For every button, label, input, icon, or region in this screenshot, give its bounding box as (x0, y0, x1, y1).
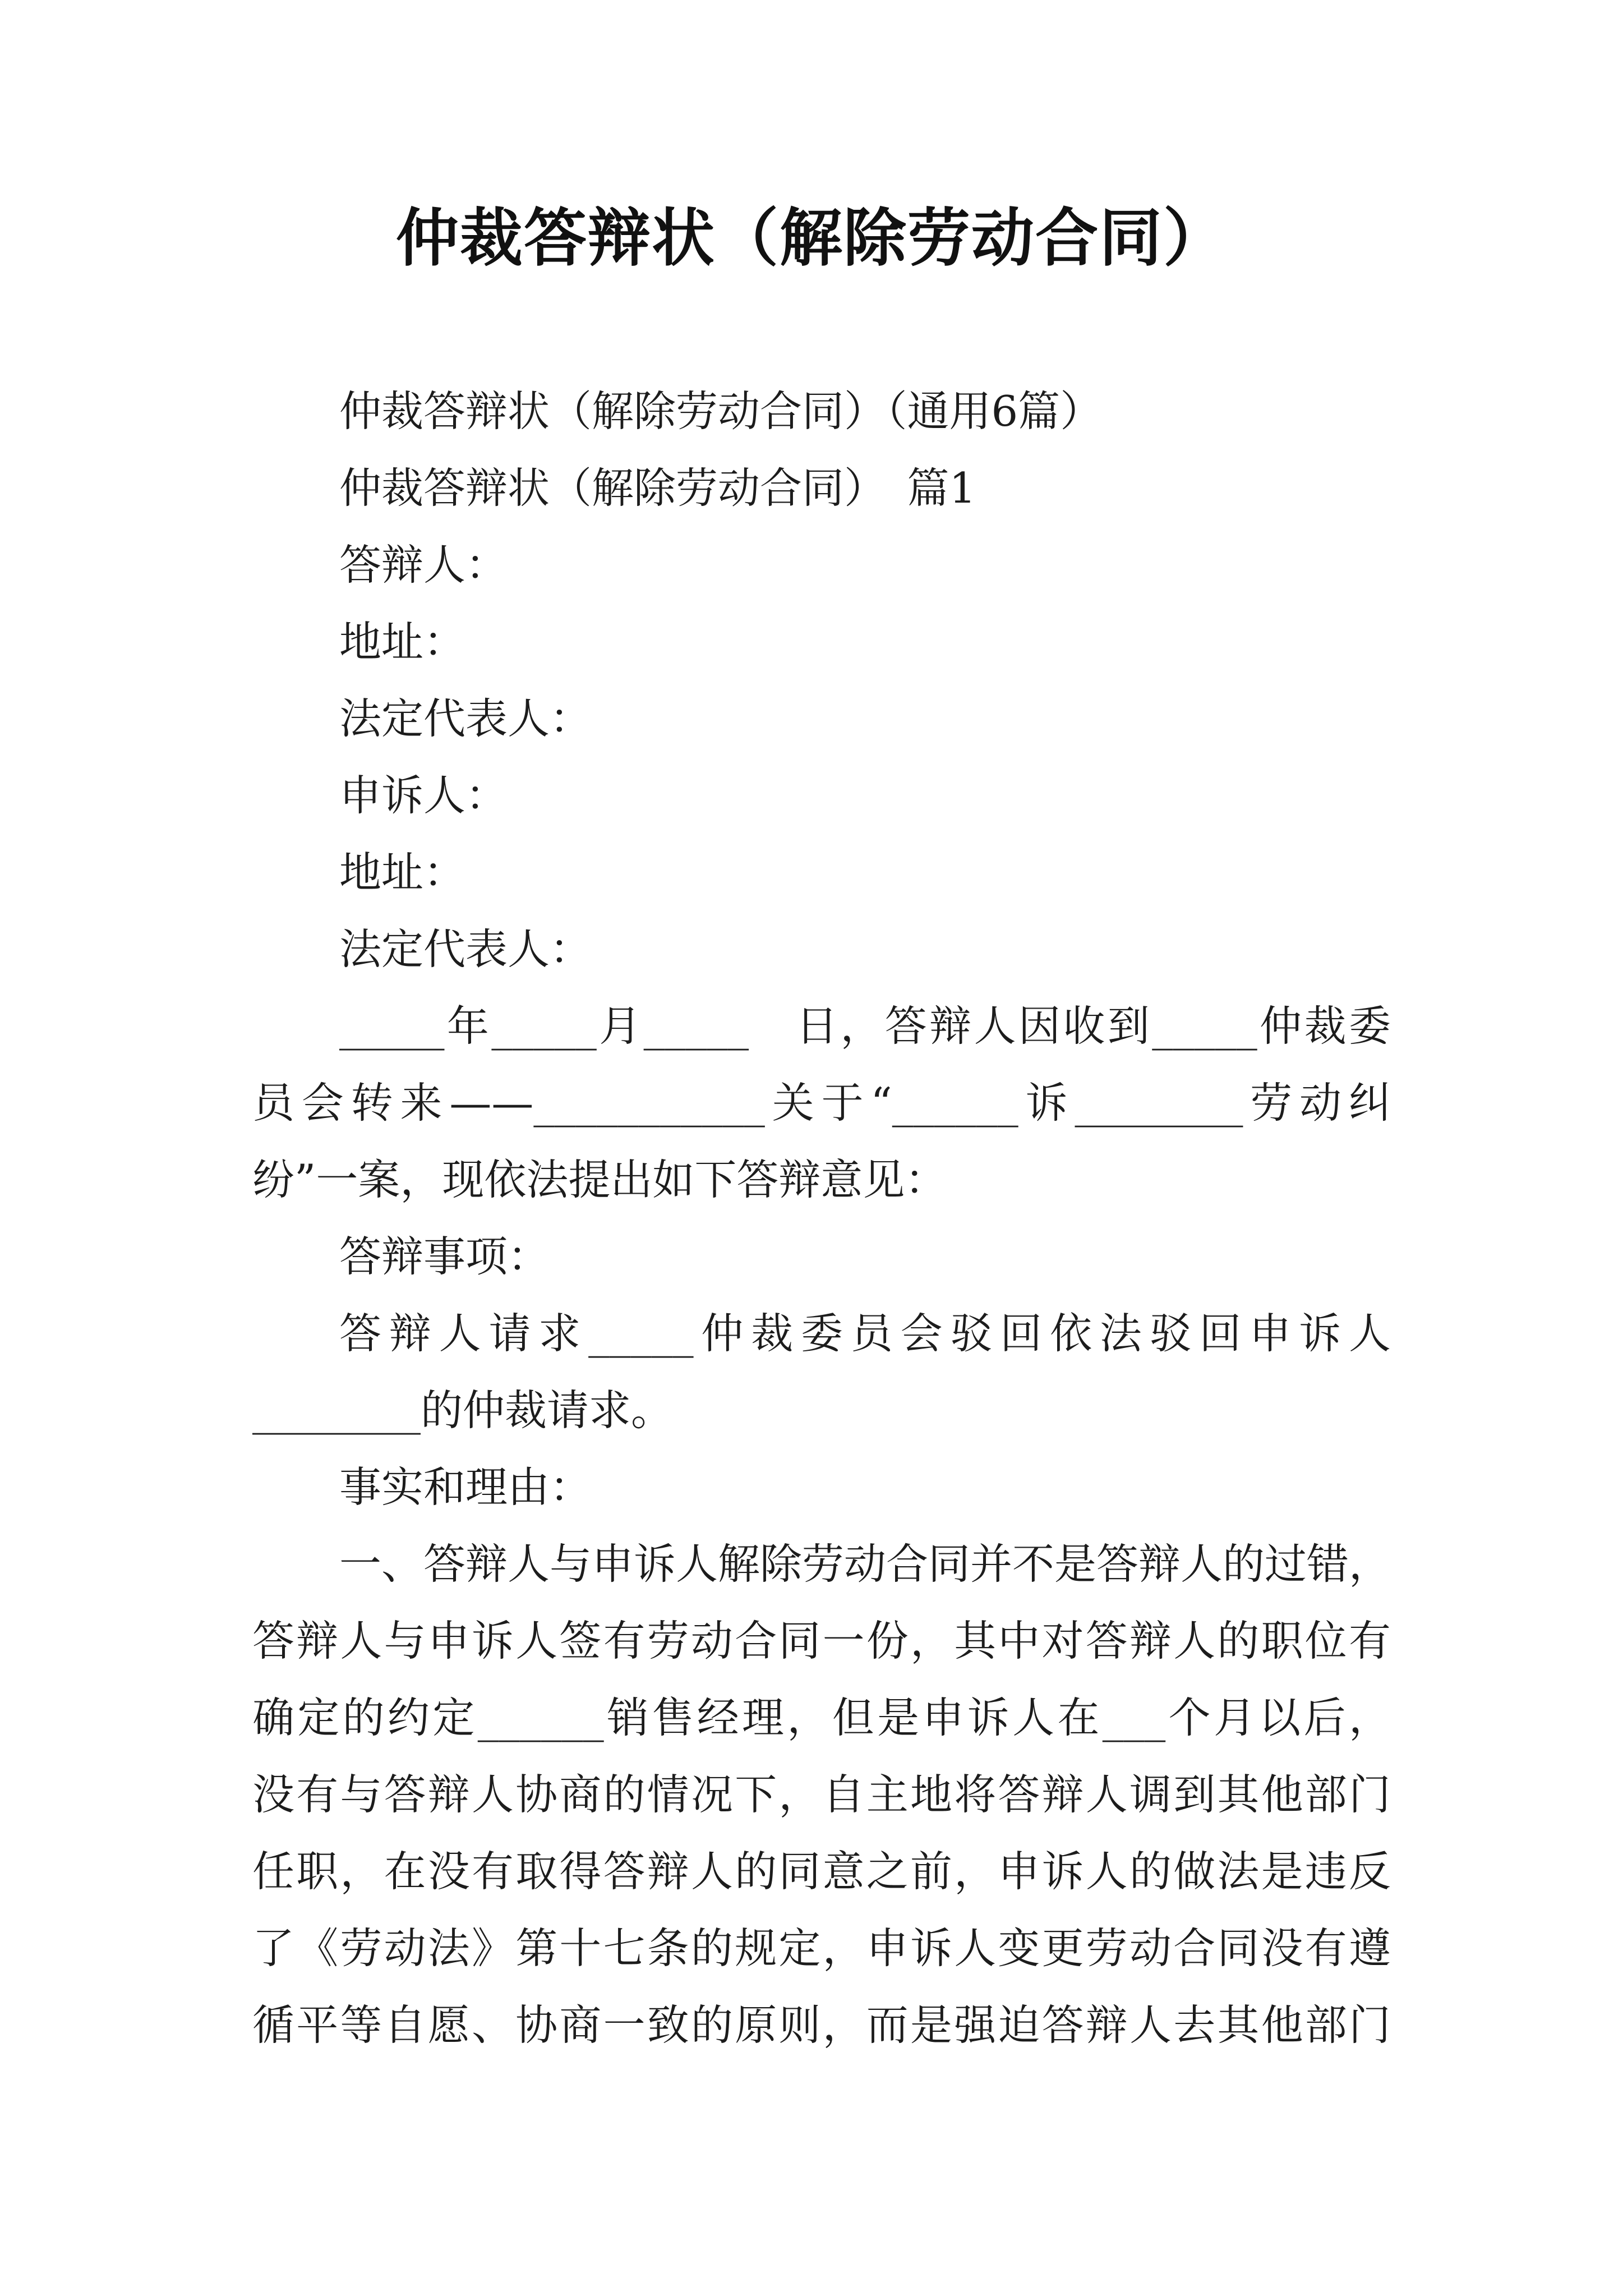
section-heading: 仲裁答辩状（解除劳动合同） 篇1 (339, 463, 976, 513)
field-address: 地址： (339, 848, 466, 897)
paragraph-line: 了《劳动法》第十七条的规定，申诉人变更劳动合同没有遵 (252, 1924, 1391, 1973)
field-address: 地址： (339, 617, 466, 666)
field-legal-representative: 法定代表人： (339, 694, 592, 743)
paragraph-line: _____年_____月_____ 日，答辩人因收到_____仲裁委 (339, 1001, 1391, 1051)
subtitle-line: 仲裁答辩状（解除劳动合同）（通用6篇） (339, 386, 1103, 436)
paragraph-line: 纷”一案，现依法提出如下答辩意见： (252, 1155, 947, 1204)
paragraph-line: 循平等自愿、协商一致的原则，而是强迫答辩人去其他部门 (252, 2000, 1391, 2050)
paragraph-line: 没有与答辩人协商的情况下，自主地将答辩人调到其他部门 (252, 1770, 1391, 1819)
paragraph-line: 答辩人与申诉人签有劳动合同一份，其中对答辩人的职位有 (252, 1616, 1391, 1665)
document-title: 仲裁答辩状（解除劳动合同） (396, 201, 1227, 275)
field-claimant: 申诉人： (339, 771, 508, 820)
paragraph-line: ________的仲裁请求。 (252, 1386, 674, 1435)
section-label: 答辩事项： (339, 1232, 550, 1281)
paragraph-line: 确定的约定______销售经理，但是申诉人在___个月以后， (252, 1693, 1391, 1742)
field-respondent: 答辩人： (339, 540, 508, 590)
field-legal-representative: 法定代表人： (339, 924, 592, 974)
paragraph-line: 任职，在没有取得答辩人的同意之前，申诉人的做法是违反 (252, 1847, 1391, 1896)
paragraph-line: 答辩人请求_____仲裁委员会驳回依法驳回申诉人 (339, 1309, 1391, 1358)
paragraph-line: 员会转来——___________关于“______诉________劳动纠 (252, 1078, 1391, 1128)
paragraph-line: 一、答辩人与申诉人解除劳动合同并不是答辩人的过错， (339, 1539, 1391, 1589)
section-label: 事实和理由： (339, 1462, 592, 1512)
